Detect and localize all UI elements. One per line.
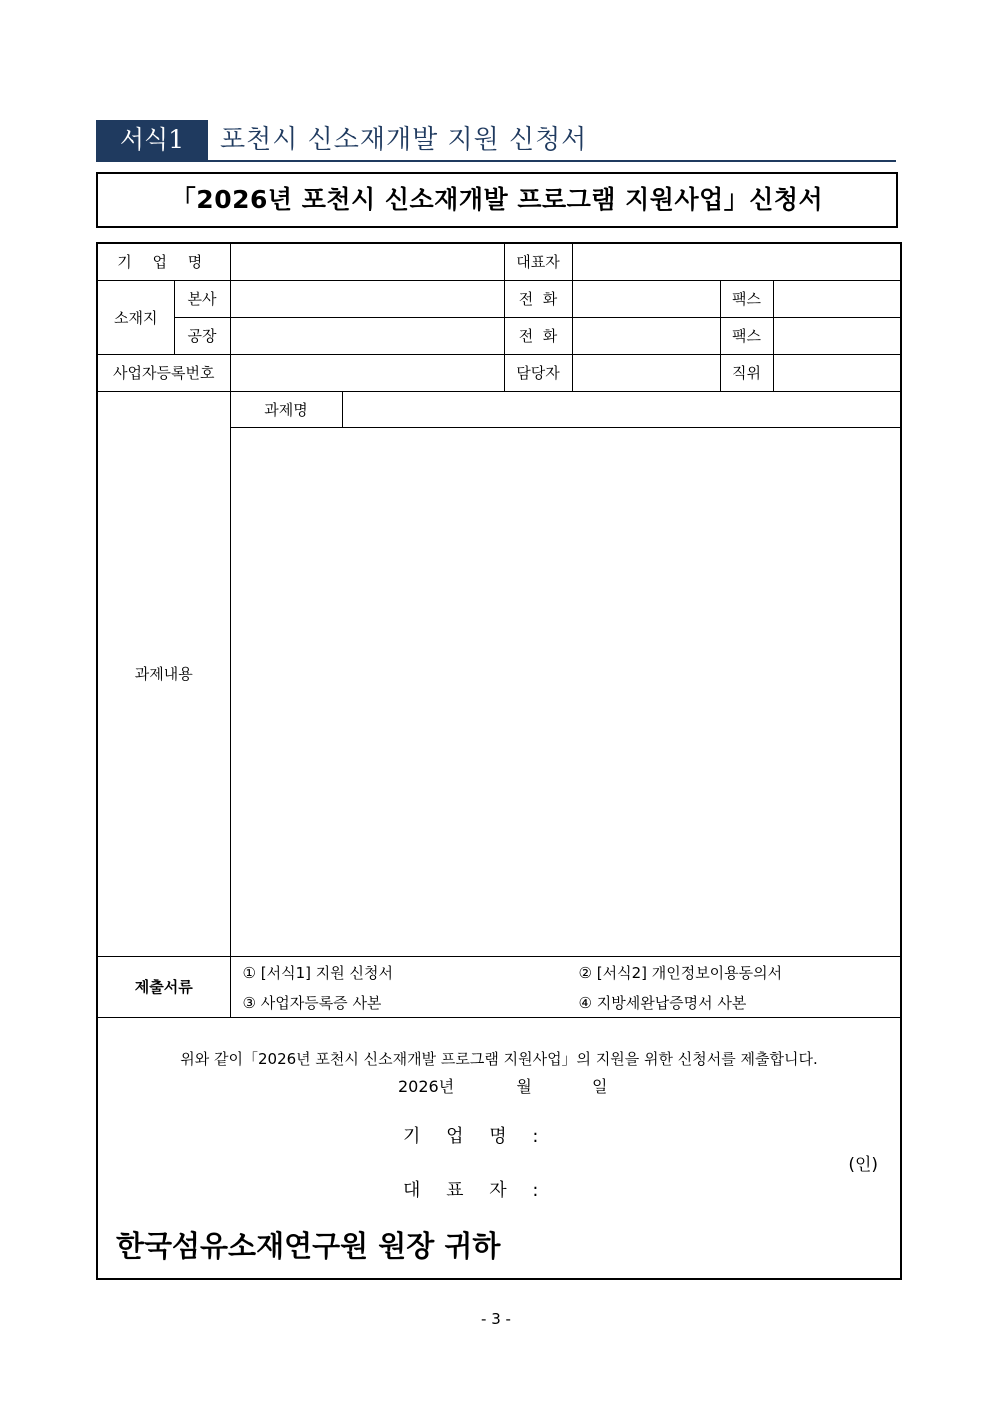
- representative-label: 대표자: [504, 243, 572, 280]
- business-reg-no-field[interactable]: [230, 354, 504, 391]
- application-form-table: [96, 242, 902, 1280]
- factory-phone-label: 전 화: [504, 317, 572, 354]
- factory-address-field[interactable]: [230, 317, 504, 354]
- addressee: 한국섬유소재연구원 원장 귀하: [116, 1228, 501, 1263]
- factory-phone-field[interactable]: [572, 317, 720, 354]
- factory-label: 공장: [174, 317, 230, 354]
- head-office-address-field[interactable]: [230, 280, 504, 317]
- position-field[interactable]: [773, 354, 901, 391]
- contact-person-label: 담당자: [504, 354, 572, 391]
- submitted-docs-label: 제출서류: [97, 956, 230, 1017]
- doc-item: ② [서식2] 개인정보이용동의서: [578, 963, 783, 982]
- form-number-badge: 서식1: [96, 120, 208, 160]
- date-line: [398, 1074, 608, 1097]
- submitted-docs-list: [231, 957, 901, 1017]
- representative-field[interactable]: [572, 243, 901, 280]
- project-content-field[interactable]: [230, 427, 901, 956]
- company-name-label: 기 업 명: [97, 243, 230, 280]
- date-day: 일: [592, 1076, 608, 1096]
- head-office-phone-field[interactable]: [572, 280, 720, 317]
- head-office-label: 본사: [174, 280, 230, 317]
- head-office-fax-label: 팩스: [720, 280, 773, 317]
- doc-item: ③ 사업자등록증 사본: [242, 993, 382, 1012]
- declaration-section: [98, 1018, 900, 1278]
- seal-mark: (인): [848, 1154, 879, 1175]
- doc-item: ④ 지방세완납증명서 사본: [578, 993, 747, 1012]
- form-header-title: 포천시 신소재개발 지원 신청서: [220, 125, 588, 155]
- signature-company-label: 기 업 명 :: [403, 1125, 549, 1147]
- project-name-field[interactable]: [342, 391, 901, 427]
- signature-rep-label: 대 표 자 :: [403, 1179, 549, 1201]
- company-name-field[interactable]: [230, 243, 504, 280]
- project-name-label: 과제명: [230, 391, 342, 427]
- factory-fax-label: 팩스: [720, 317, 773, 354]
- project-content-label: 과제내용: [97, 391, 230, 956]
- declaration-statement: 위와 같이「2026년 포천시 신소재개발 프로그램 지원사업」의 지원을 위한 신청서를 제출합니다.: [180, 1049, 818, 1068]
- location-label: 소재지: [97, 280, 174, 354]
- position-label: 직위: [720, 354, 773, 391]
- head-office-phone-label: 전 화: [504, 280, 572, 317]
- contact-person-field[interactable]: [572, 354, 720, 391]
- factory-fax-field[interactable]: [773, 317, 901, 354]
- date-year: 2026년: [398, 1076, 455, 1096]
- page-number: - 3 -: [481, 1310, 511, 1328]
- head-office-fax-field[interactable]: [773, 280, 901, 317]
- date-month: 월: [516, 1076, 532, 1096]
- form-title: 「2026년 포천시 신소재개발 프로그램 지원사업」신청서: [96, 172, 898, 228]
- form-header: [96, 118, 896, 162]
- doc-item: ① [서식1] 지원 신청서: [242, 963, 393, 982]
- header-divider: [96, 160, 896, 162]
- business-reg-no-label: 사업자등록번호: [97, 354, 230, 391]
